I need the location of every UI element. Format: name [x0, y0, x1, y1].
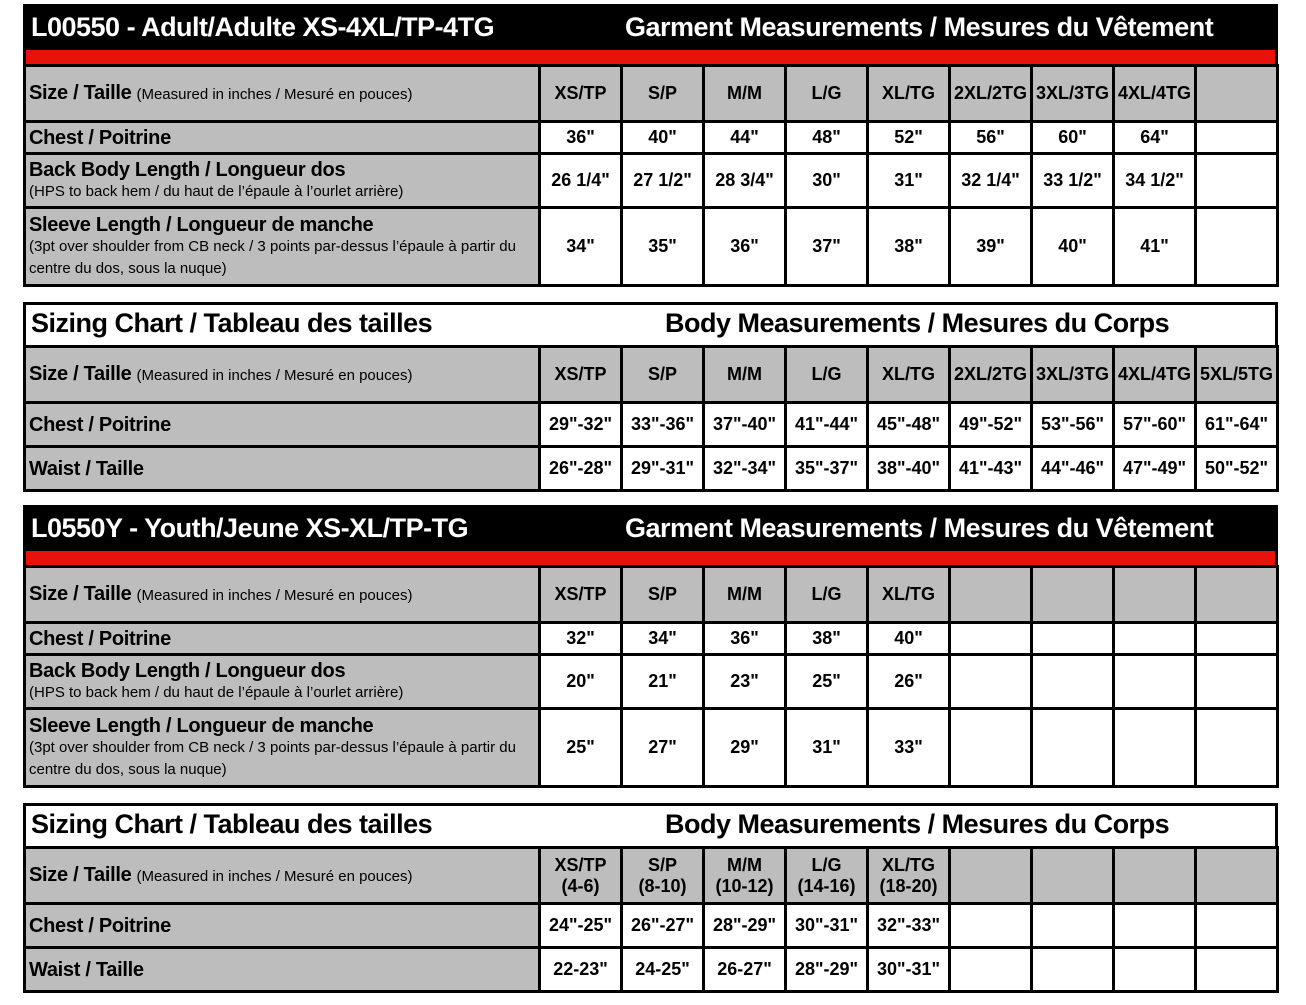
measurement-value: 26"-27" — [622, 904, 704, 948]
adult-garment-title: L00550 - Adult/Adulte XS-4XL/TP-4TG — [31, 12, 495, 42]
measurement-value: 29"-32" — [540, 403, 622, 447]
measurement-row — [25, 655, 1278, 709]
measurement-label: Chest / Poitrine — [29, 126, 171, 149]
size-header-row — [25, 567, 1278, 623]
measurement-value — [1114, 709, 1196, 787]
size-column-header — [1196, 567, 1278, 623]
measurement-value: 32"-34" — [704, 447, 786, 491]
measurement-label: Chest / Poitrine — [29, 413, 171, 436]
measurement-note: (HPS to back hem / du haut de l’épaule à l’ourlet arrière) — [29, 683, 404, 701]
size-column-header — [950, 848, 1032, 904]
measurement-value: 27" — [622, 709, 704, 787]
measurement-value — [1196, 623, 1278, 655]
measurement-value — [1196, 655, 1278, 709]
red-divider — [23, 50, 1278, 64]
measurement-note: (3pt over shoulder from CB neck / 3 points par-dessus l’épaule à partir du centre du dos, sous la nuque) — [29, 738, 516, 778]
size-column-header — [868, 848, 950, 904]
size-name: L/G — [811, 83, 842, 103]
measurement-value: 41"-44" — [786, 403, 868, 447]
measurement-value: 37"-40" — [704, 403, 786, 447]
size-column-header — [540, 66, 622, 122]
size-label-cell — [25, 567, 540, 623]
measurement-value: 41" — [1114, 208, 1196, 286]
measurement-value: 33"-36" — [622, 403, 704, 447]
size-column-header — [1196, 66, 1278, 122]
measurement-value — [1196, 904, 1278, 948]
size-column-header — [786, 848, 868, 904]
measurement-value: 24"-25" — [540, 904, 622, 948]
measurement-label: Back Body Length / Longueur dos — [29, 659, 346, 682]
measurement-label-cell — [25, 623, 540, 655]
size-column-header — [786, 567, 868, 623]
measurement-row — [25, 623, 1278, 655]
measurement-value — [1032, 904, 1114, 948]
measurement-value: 61"-64" — [1196, 403, 1278, 447]
measurement-value: 40" — [868, 623, 950, 655]
size-header-row — [25, 347, 1278, 403]
size-age-range: (10-12) — [715, 875, 774, 896]
size-column-header — [1114, 347, 1196, 403]
measurement-value — [1196, 208, 1278, 286]
measurement-value: 34" — [540, 208, 622, 286]
size-column-header — [704, 848, 786, 904]
measurement-label-cell — [25, 154, 540, 208]
size-name: L/G — [811, 854, 842, 875]
measurement-value — [1032, 709, 1114, 787]
measurement-value — [1032, 948, 1114, 992]
measurement-value — [950, 709, 1032, 787]
size-note: (Measured in inches / Mesuré en pouces) — [136, 86, 413, 103]
measurement-value: 26" — [868, 655, 950, 709]
size-column-header — [1032, 848, 1114, 904]
measurement-value — [1196, 948, 1278, 992]
measurement-value: 40" — [622, 122, 704, 154]
measurement-value — [1114, 948, 1196, 992]
measurement-value — [1114, 655, 1196, 709]
size-column-header — [540, 848, 622, 904]
measurement-row — [25, 154, 1278, 208]
size-column-header — [868, 66, 950, 122]
adult-garment-heading: Garment Measurements / Mesures du Vêtement — [625, 12, 1214, 42]
size-column-header — [622, 567, 704, 623]
size-label-cell — [25, 848, 540, 904]
measurement-value: 23" — [704, 655, 786, 709]
measurement-row — [25, 904, 1278, 948]
size-column-header — [868, 347, 950, 403]
red-divider — [23, 551, 1278, 565]
measurement-value: 38"-40" — [868, 447, 950, 491]
size-column-header — [1032, 567, 1114, 623]
size-name: 3XL/3TG — [1035, 364, 1110, 384]
size-column-header — [1196, 848, 1278, 904]
measurement-value — [1196, 709, 1278, 787]
size-name: XL/TG — [882, 83, 935, 103]
measurement-value: 44"-46" — [1032, 447, 1114, 491]
measurement-label: Back Body Length / Longueur dos — [29, 158, 346, 181]
measurement-value — [1114, 623, 1196, 655]
size-name: XL/TG — [882, 854, 935, 875]
measurement-label: Chest / Poitrine — [29, 914, 171, 937]
measurement-note: (HPS to back hem / du haut de l’épaule à l’ourlet arrière) — [29, 182, 404, 200]
size-name: S/P — [647, 83, 677, 103]
measurement-value: 56" — [950, 122, 1032, 154]
size-name: XL/TG — [882, 584, 935, 604]
measurement-value — [950, 904, 1032, 948]
youth-garment-table — [23, 565, 1279, 788]
size-column-header — [950, 567, 1032, 623]
size-name: XS/TP — [554, 83, 607, 103]
measurement-value — [950, 655, 1032, 709]
adult-body-header — [23, 302, 1278, 345]
measurement-row — [25, 403, 1278, 447]
size-name: S/P — [647, 854, 677, 875]
size-column-header — [1032, 66, 1114, 122]
youth-body-heading: Body Measurements / Mesures du Corps — [665, 809, 1170, 839]
size-column-header — [622, 66, 704, 122]
measurement-label: Chest / Poitrine — [29, 627, 171, 650]
measurement-value: 28 3/4" — [704, 154, 786, 208]
size-column-header — [786, 347, 868, 403]
measurement-label-cell — [25, 655, 540, 709]
measurement-value: 21" — [622, 655, 704, 709]
measurement-value: 36" — [704, 623, 786, 655]
measurement-value: 32"-33" — [868, 904, 950, 948]
size-header-row — [25, 848, 1278, 904]
youth-body-header — [23, 803, 1278, 846]
youth-garment-title: L0550Y - Youth/Jeune XS-XL/TP-TG — [31, 513, 469, 543]
measurement-value: 60" — [1032, 122, 1114, 154]
measurement-value: 38" — [786, 623, 868, 655]
size-column-header — [1114, 848, 1196, 904]
measurement-value: 34 1/2" — [1114, 154, 1196, 208]
measurement-label-cell — [25, 709, 540, 787]
size-name: XS/TP — [554, 584, 607, 604]
size-column-header — [1032, 347, 1114, 403]
size-column-header — [950, 66, 1032, 122]
size-age-range: (4-6) — [561, 875, 600, 896]
measurement-value: 49"-52" — [950, 403, 1032, 447]
size-name: 3XL/3TG — [1035, 83, 1110, 103]
adult-body-table — [23, 345, 1279, 492]
measurement-value: 39" — [950, 208, 1032, 286]
measurement-value: 48" — [786, 122, 868, 154]
measurement-value: 31" — [868, 154, 950, 208]
measurement-value: 24-25" — [622, 948, 704, 992]
size-name: 2XL/2TG — [953, 364, 1028, 384]
size-column-header — [540, 567, 622, 623]
measurement-value: 33" — [868, 709, 950, 787]
size-column-header — [950, 347, 1032, 403]
size-column-header — [704, 66, 786, 122]
measurement-value: 36" — [540, 122, 622, 154]
size-name: M/M — [727, 584, 762, 604]
size-header-row — [25, 66, 1278, 122]
size-label-cell — [25, 66, 540, 122]
measurement-label: Sleeve Length / Longueur de manche — [29, 714, 374, 737]
measurement-value: 38" — [868, 208, 950, 286]
size-column-header — [868, 567, 950, 623]
measurement-value: 44" — [704, 122, 786, 154]
measurement-row — [25, 122, 1278, 154]
measurement-value: 37" — [786, 208, 868, 286]
measurement-label: Waist / Taille — [29, 958, 144, 981]
adult-garment-section — [23, 4, 1278, 287]
size-column-header — [540, 347, 622, 403]
measurement-row — [25, 447, 1278, 491]
size-name: XS/TP — [554, 854, 607, 875]
youth-body-title: Sizing Chart / Tableau des tailles — [31, 809, 433, 839]
measurement-value — [950, 623, 1032, 655]
measurement-value: 26-27" — [704, 948, 786, 992]
measurement-value: 45"-48" — [868, 403, 950, 447]
youth-body-section — [23, 803, 1278, 993]
measurement-value — [1032, 623, 1114, 655]
measurement-row — [25, 208, 1278, 286]
measurement-label: Sleeve Length / Longueur de manche — [29, 213, 374, 236]
measurement-label-cell — [25, 904, 540, 948]
measurement-label-cell — [25, 122, 540, 154]
size-name: 4XL/4TG — [1117, 83, 1192, 103]
adult-body-section — [23, 302, 1278, 492]
measurement-value: 35" — [622, 208, 704, 286]
size-name: L/G — [811, 364, 842, 384]
size-column-header — [622, 848, 704, 904]
measurement-value: 20" — [540, 655, 622, 709]
size-name: XS/TP — [554, 364, 607, 384]
measurement-value: 29"-31" — [622, 447, 704, 491]
size-column-header — [1196, 347, 1278, 403]
measurement-label: Waist / Taille — [29, 457, 144, 480]
measurement-label-cell — [25, 403, 540, 447]
size-column-header — [704, 347, 786, 403]
measurement-value: 36" — [704, 208, 786, 286]
measurement-value: 25" — [786, 655, 868, 709]
measurement-value: 30"-31" — [786, 904, 868, 948]
size-name: 2XL/2TG — [953, 83, 1028, 103]
youth-body-table — [23, 846, 1279, 993]
measurement-value — [1196, 122, 1278, 154]
measurement-note: (3pt over shoulder from CB neck / 3 points par-dessus l’épaule à partir du centre du dos, sous la nuque) — [29, 237, 516, 277]
measurement-value: 50"-52" — [1196, 447, 1278, 491]
measurement-value: 28"-29" — [786, 948, 868, 992]
measurement-label-cell — [25, 208, 540, 286]
size-label: Size / Taille — [29, 583, 132, 605]
size-label: Size / Taille — [29, 82, 132, 104]
measurement-value — [1032, 655, 1114, 709]
size-note: (Measured in inches / Mesuré en pouces) — [136, 868, 413, 885]
measurement-value: 57"-60" — [1114, 403, 1196, 447]
measurement-value: 47"-49" — [1114, 447, 1196, 491]
size-name: 5XL/5TG — [1199, 364, 1274, 384]
measurement-row — [25, 709, 1278, 787]
measurement-value: 22-23" — [540, 948, 622, 992]
measurement-value: 26 1/4" — [540, 154, 622, 208]
measurement-value: 30" — [786, 154, 868, 208]
size-name: 4XL/4TG — [1117, 364, 1192, 384]
size-label: Size / Taille — [29, 864, 132, 886]
measurement-value: 28"-29" — [704, 904, 786, 948]
measurement-value: 40" — [1032, 208, 1114, 286]
size-note: (Measured in inches / Mesuré en pouces) — [136, 587, 413, 604]
measurement-value: 33 1/2" — [1032, 154, 1114, 208]
size-name: L/G — [811, 584, 842, 604]
measurement-value: 32" — [540, 623, 622, 655]
measurement-label-cell — [25, 447, 540, 491]
size-age-range: (18-20) — [879, 875, 938, 896]
adult-body-title: Sizing Chart / Tableau des tailles — [31, 308, 433, 338]
size-name: S/P — [647, 364, 677, 384]
size-note: (Measured in inches / Mesuré en pouces) — [136, 367, 413, 384]
adult-garment-header — [23, 4, 1278, 50]
measurement-value — [1114, 904, 1196, 948]
measurement-value: 30"-31" — [868, 948, 950, 992]
youth-garment-heading: Garment Measurements / Mesures du Vêtement — [625, 513, 1214, 543]
size-name: XL/TG — [882, 364, 935, 384]
youth-garment-section — [23, 505, 1278, 788]
measurement-value — [950, 948, 1032, 992]
measurement-value: 32 1/4" — [950, 154, 1032, 208]
measurement-value: 53"-56" — [1032, 403, 1114, 447]
measurement-value — [1196, 154, 1278, 208]
measurement-value: 29" — [704, 709, 786, 787]
measurement-value: 52" — [868, 122, 950, 154]
size-name: M/M — [727, 83, 762, 103]
size-column-header — [622, 347, 704, 403]
size-column-header — [704, 567, 786, 623]
adult-garment-table — [23, 64, 1279, 287]
size-name: M/M — [727, 364, 762, 384]
measurement-value: 35"-37" — [786, 447, 868, 491]
size-name: M/M — [727, 854, 762, 875]
size-label-cell — [25, 347, 540, 403]
measurement-value: 64" — [1114, 122, 1196, 154]
measurement-value: 34" — [622, 623, 704, 655]
measurement-value: 41"-43" — [950, 447, 1032, 491]
size-name: S/P — [647, 584, 677, 604]
size-age-range: (14-16) — [797, 875, 856, 896]
size-column-header — [1114, 567, 1196, 623]
youth-garment-header — [23, 505, 1278, 551]
adult-body-heading: Body Measurements / Mesures du Corps — [665, 308, 1170, 338]
measurement-value: 26"-28" — [540, 447, 622, 491]
measurement-row — [25, 948, 1278, 992]
measurement-value: 31" — [786, 709, 868, 787]
size-age-range: (8-10) — [638, 875, 687, 896]
size-column-header — [786, 66, 868, 122]
size-column-header — [1114, 66, 1196, 122]
measurement-value: 27 1/2" — [622, 154, 704, 208]
measurement-label-cell — [25, 948, 540, 992]
measurement-value: 25" — [540, 709, 622, 787]
size-label: Size / Taille — [29, 363, 132, 385]
